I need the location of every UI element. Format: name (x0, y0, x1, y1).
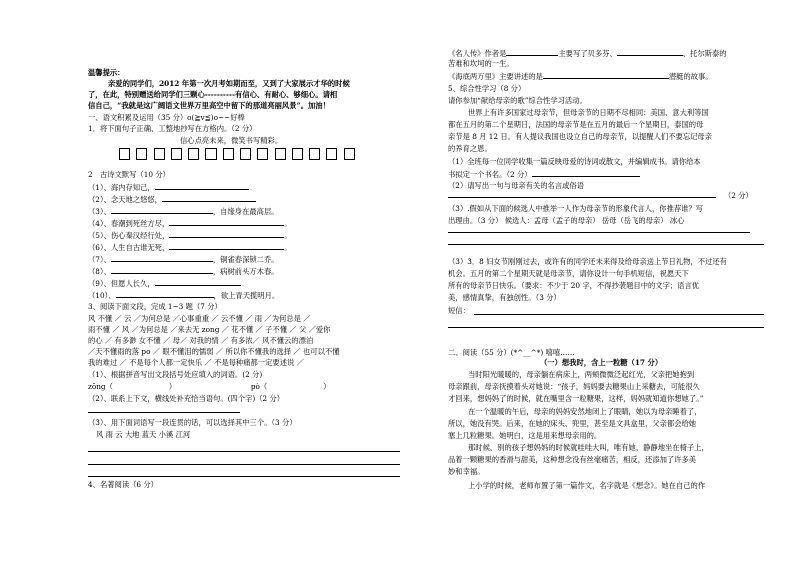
answer-blank[interactable] (169, 242, 284, 250)
grid-cell[interactable] (223, 148, 234, 160)
passage-line: 母亲跟前，母亲抚摸着头对她说：“孩子，妈妈要去糖果山上采糖去，可能很久 (448, 382, 700, 391)
answer-line[interactable] (88, 451, 400, 452)
answer-blank[interactable] (111, 266, 213, 274)
answer-blank[interactable] (617, 48, 683, 56)
grid-cell[interactable] (257, 148, 268, 160)
poem-line: 我的难过 ／ 不是每个人都一定快乐 ／ 不是每种痛都一定要述说 ／ (88, 358, 304, 367)
answer-blank[interactable] (155, 278, 241, 286)
answer-blank[interactable] (155, 182, 249, 190)
sub-question-2: （2）、联系上下文，横线处补充恰当语句。(四个字)（2 分） (88, 394, 285, 403)
answer-blank[interactable] (532, 169, 640, 177)
poem-recite-item: （10）、 ，欲上青天揽明月。 (88, 291, 280, 300)
greeting-line-2: 了，在此，特别赠送给同学们三颗心----------有信心、有耐心、够细心。请相 (88, 90, 338, 99)
question-2-title: 2 古诗文默写（10 分） (88, 170, 170, 179)
grid-cell[interactable] (344, 148, 355, 160)
score-note: （2 分） (724, 191, 753, 200)
paragraph-line: 亲节是 8 月 12 日。有人提议我国也设立自己的母亲节，以提醒人们不要忘记母亲 (448, 132, 712, 141)
question-1-title: 1．将下面句子正确、工整地抄写在方格内。（2 分） (88, 124, 257, 133)
answer-line[interactable] (448, 197, 716, 198)
answer-line[interactable] (448, 232, 750, 233)
pinyin-answer-row: zōng（ ） pò（ ） (88, 382, 331, 391)
poem-recite-item: （4）、春潮到死丝方尽， 。 (88, 219, 292, 228)
poem-line: 雨不懂 ／ 风 ／为何总是 ／来去无 zong ／ 花不懂 ／ 子不懂 ／ 父 ／爱你 (88, 325, 331, 334)
sms-question-line: （3）3．8 妇女节刚刚过去，或许有的同学还未来得及给母亲送上节日礼物，不过还有 (448, 257, 727, 266)
answer-blank[interactable] (116, 290, 214, 298)
grid-cell[interactable] (205, 148, 216, 160)
grid-cell[interactable] (119, 148, 130, 160)
answer-blank[interactable] (506, 48, 558, 56)
poem-recite-item: （7）、 ，铜雀春深锁二乔。 (88, 255, 279, 264)
sms-question-line: 机会。五月的第二个星期天就是母亲节，请你设计一句手机短信，祝愿天下 (448, 269, 689, 278)
word-list: 风 雨 云 大地 蓝天 小溪 江河 (96, 430, 191, 439)
answer-blank[interactable] (543, 71, 669, 79)
poem-recite-item: （6）、人生自古谁无死， 。 (88, 243, 292, 252)
answer-blank[interactable] (169, 218, 284, 226)
paragraph-line: 都在五月的第二个星期日，法国的母亲节是在五月的最后一个星期日，泰国的母 (448, 120, 704, 129)
grid-cell[interactable] (240, 148, 251, 160)
sub-question-5-3: （3）.假如从下面的候选人中推举一人作为母亲节的形象代言人，你推荐谁？写 (448, 204, 704, 213)
poem-recite-item: （3）、 ，自缘身在最高层。 (88, 207, 279, 216)
poem-recite-item: （9）、但愿人长久， (88, 278, 241, 288)
passage-line: 上小学的时候，老师布置了第一篇作文，名字就是《想念》。她在自己的作 (468, 481, 706, 490)
passage-line: 才回来，想妈妈了的时候，就在嘴里含一粒糖果，这样，妈妈就知道你想她了。” (448, 394, 704, 403)
sub-question-3: （3）、用下面词语写一段连贯的话，可以选择其中三个。（3 分） (88, 418, 297, 427)
answer-blank[interactable] (111, 254, 213, 262)
famous-book-line-3: 《海底两万里》主要讲述的是 潜艇的故事。 (448, 72, 713, 81)
question-5-title: 5、综合性学习（8 分） (448, 84, 526, 93)
greeting-title: 温馨提示： (88, 68, 125, 77)
writing-grid[interactable] (119, 148, 355, 160)
grid-cell[interactable] (326, 148, 337, 160)
poem-recite-item: （2）、念天地之悠悠， (88, 194, 256, 204)
passage-line: 妙和幸福。 (448, 467, 485, 476)
grid-cell[interactable] (136, 148, 147, 160)
poem-line: ／天不懂雨的落 po ／ 眼不懂泪的懦弱 ／ 所以你不懂我的选择 ／ 也可以不懂 (88, 347, 340, 356)
poem-recite-item: （1）、海内存知己， (88, 182, 249, 192)
activity-intro: 请你参加“献给母亲的歌”综合性学习活动。 (448, 96, 587, 105)
paragraph-line: 世界上有许多国家过母亲节，但母亲节的日期不尽相同：美国、意大利等国 (468, 108, 709, 117)
passage-line: 品着一颗糖果的香滑与甜美，这种想念没有丝毫痛苦，相反，还添加了许多美 (448, 455, 697, 464)
sms-question-line: 美，感情真挚，有独创性。（3 分） (448, 293, 561, 302)
answer-line[interactable] (88, 464, 400, 465)
passage-line: 所以，她没有哭。后来，在她的床头、兜里，甚至是文具盒里，父亲都会给她 (448, 419, 697, 428)
answer-line[interactable] (88, 412, 240, 413)
grid-cell[interactable] (171, 148, 182, 160)
sms-label: 短信： (448, 306, 470, 315)
answer-blank[interactable] (169, 230, 284, 238)
section-1-title: 一、语文积累及运用（35 分）o(≧v≦)o~~好棒 (88, 113, 245, 122)
greeting-line-3: 信自己，“我就是这广阔语文世界万里高空中留下的那道亮丽风景”。加油！ (88, 101, 330, 110)
answer-blank[interactable] (111, 206, 213, 214)
passage-line: 在一个温暖的午后，母亲的妈妈安然地闭上了眼睛，她以为母亲睡着了， (468, 407, 702, 416)
poem-line: 的心 ／ 有多渺 女不懂 ／ 母／ 对我的情 ／ 有多浓／ 风不懂云的漂泊 (88, 336, 314, 345)
copy-sentence: 信心点亮未来，微笑书写精彩。 (180, 136, 283, 145)
passage-line: 那时候，别的孩子想妈妈的时候就哇哇大叫，唯有她，静静地坐在椅子上， (468, 443, 709, 452)
question-4-title: 4、名著阅读（6 分） (88, 480, 158, 489)
grid-cell[interactable] (188, 148, 199, 160)
answer-line[interactable] (448, 327, 764, 328)
poem-line: 风 不懂 ／ 云 ／为何总是 ／心事重重 ／ 云不懂 ／ 雨 ／为何总是 ／ (88, 314, 311, 323)
answer-line[interactable] (474, 314, 764, 315)
greeting-line-1: 亲爱的同学们，2012 年第一次月考如期而至，又到了大家展示才华的时候 (108, 79, 350, 88)
sub-question-5-1: （1）全班每一位同学收集一篇反映母爱的诗词或散文，并编辑成书。请你给本 (448, 157, 701, 166)
grid-cell[interactable] (275, 148, 286, 160)
sub-question-5-1-cont: 书拟定一个书名。（2 分） (448, 169, 640, 179)
poem-recite-item: （5）、伤心秦汉经行处， 。 (88, 231, 292, 240)
answer-blank[interactable] (162, 194, 256, 202)
famous-book-line-2: 苦难和坎坷的一生。 (448, 59, 514, 68)
sub-question-5-2: （2）请写出一句与母亲有关的名言或俗语 (448, 181, 584, 190)
poem-recite-item: （8）、 ，病树前头万木春。 (88, 267, 279, 276)
passage-line: 当时阳光暖暖的，母亲躺在病床上，两颊微微泛起红光，父亲把她抱到 (468, 370, 695, 379)
candidates-line: 出理由。（3 分） 候选人：孟母（孟子的母亲） 岳母（岳飞的母亲） 冰心 (448, 216, 685, 225)
section-2-title: 二、阅读（55 分）(*^__^*) 嘻嘻…… (448, 348, 575, 357)
question-3-title: 3、阅读下面文段，完成 1~3 题（7 分） (88, 302, 222, 311)
sms-question-line: 所有的母亲节日快乐。（要求：不少于 20 字，不得抄袭题目中的文字；语言优 (448, 281, 700, 290)
grid-cell[interactable] (154, 148, 165, 160)
passage-title: （一）想我时，含上一粒糖（17 分） (540, 358, 663, 367)
sub-question-1: （1）、根据拼音写出文段括号处应填入的词语。(2 分) (88, 370, 263, 379)
answer-line[interactable] (88, 476, 400, 477)
paragraph-line: 的养育之恩。 (448, 144, 492, 153)
grid-cell[interactable] (309, 148, 320, 160)
answer-line[interactable] (448, 244, 764, 245)
passage-line: 塞上几粒糖果。她明白，这是用来想母亲用的。 (448, 431, 602, 440)
grid-cell[interactable] (292, 148, 303, 160)
famous-book-line-1: 《名人传》作者是 主要写了贝多芬、 、托尔斯泰的 (448, 49, 727, 58)
